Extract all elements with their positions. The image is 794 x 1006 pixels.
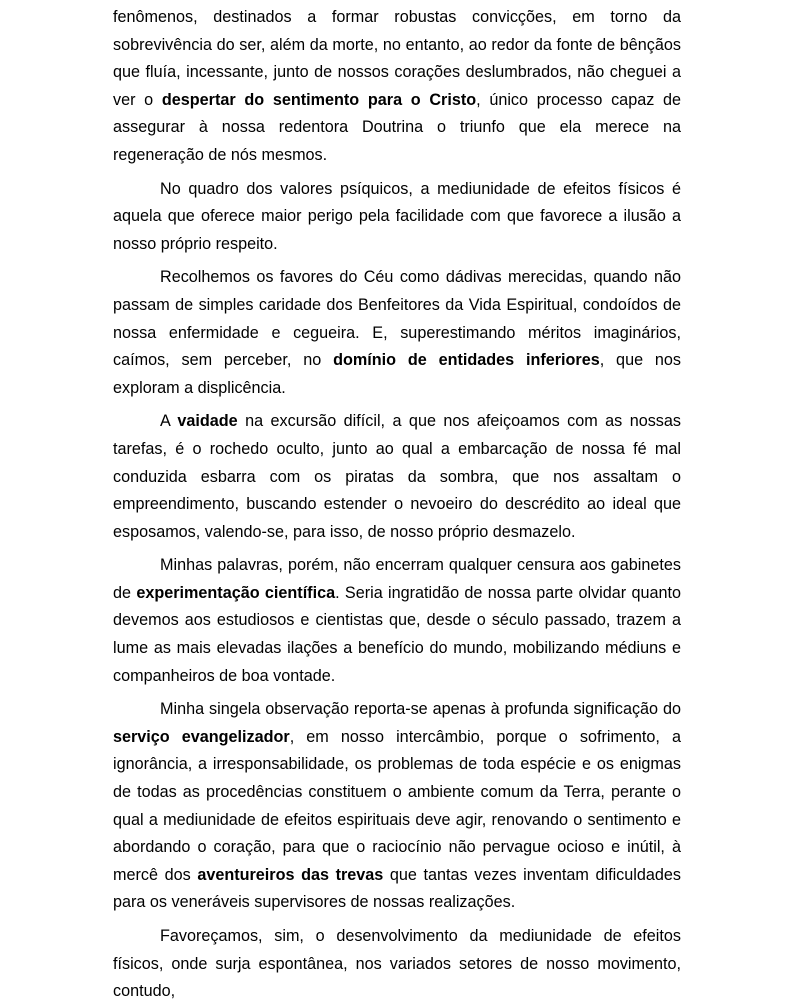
paragraph-6-run-5: que tantas vezes inventam dificuldades para os veneráveis supervisores de nossas realizações. — [113, 865, 681, 912]
emphasis-experimentacao-cientifica: experimentação científica — [136, 583, 336, 602]
paragraph-3 — [113, 264, 681, 402]
paragraph-1 — [113, 4, 681, 170]
emphasis-servico-evangelizador: serviço evangelizador — [113, 727, 290, 746]
paragraph-1-run-3: , único processo capaz de assegurar à nossa redentora Doutrina o triunfo que ela merece na regeneração de nós mesmos. — [113, 90, 681, 164]
emphasis-despertar-sentimento: despertar do sentimento para o Cristo — [161, 90, 477, 109]
paragraph-4 — [113, 408, 681, 546]
emphasis-dominio-entidades: domínio de entidades inferiores — [333, 351, 600, 370]
paragraph-5-run-3: . Seria ingratidão de nossa parte olvidar quanto devemos aos estudiosos e cientistas que, desde o século passado, trazem a lume as mais elevadas ilações a benefício do mundo, mobilizando médiuns e companheiros de boa vontade. — [113, 583, 681, 685]
paragraph-5-run-1: Minhas palavras, porém, não encerram qualquer censura aos gabinetes de — [113, 556, 681, 602]
body-text — [113, 4, 681, 1006]
paragraph-7-run-1: Favoreçamos, sim, o desenvolvimento da mediunidade de efeitos físicos, onde surja espontânea, nos variados setores de nosso movimento, contudo, — [113, 927, 681, 1001]
paragraph-6-run-1: Minha singela observação reporta-se apenas à profunda significação do — [160, 700, 681, 719]
paragraph-5 — [113, 552, 681, 690]
paragraph-3-run-3: , que nos exploram a displicência. — [113, 351, 681, 397]
emphasis-vaidade: vaidade — [177, 412, 238, 431]
paragraph-6-run-3: , em nosso intercâmbio, porque o sofrimento, a ignorância, a irresponsabilidade, os problemas de toda espécie e os enigmas de todas as procedências constituem o ambiente comum da Terra, perante o qual a mediunidade de efeitos espirituais deve agir, renovando o sentimento e abordando o coração, para que o raciocínio não pervague ocioso e inútil, à mercê dos — [113, 727, 681, 884]
paragraph-2 — [113, 176, 681, 259]
paragraph-3-run-1: Recolhemos os favores do Céu como dádivas merecidas, quando não passam de simples caridade dos Benfeitores da Vida Espiritual, condoídos de nossa enfermidade e cegueira. E, superestimando méritos imaginários, caímos, sem perceber, no — [113, 268, 681, 370]
paragraph-4-run-3: na excursão difícil, a que nos afeiçoamos com as nossas tarefas, é o rochedo oculto, junto ao qual a embarcação de nossa fé mal conduzida esbarra com os piratas da sombra, que nos assaltam o empreendimento, buscando estender o nevoeiro do descrédito ao ideal que esposamos, valendo-se, para isso, de nosso próprio desmazelo. — [113, 412, 681, 541]
paragraph-6 — [113, 696, 681, 917]
paragraph-7 — [113, 923, 681, 1006]
emphasis-aventureiros-trevas: aventureiros das trevas — [197, 865, 384, 884]
paragraph-4-run-1: A — [160, 412, 178, 431]
paragraph-1-run-1: fenômenos, destinados a formar robustas convicções, em torno da sobrevivência do ser, além da morte, no entanto, ao redor da fonte de bênçãos que fluía, incessante, junto de nossos corações deslumbrados, não cheguei a ver o — [113, 8, 681, 109]
paragraph-2-run-1: No quadro dos valores psíquicos, a mediunidade de efeitos físicos é aquela que oferece maior perigo pela facilidade com que favorece a ilusão a nosso próprio respeito. — [113, 179, 681, 253]
